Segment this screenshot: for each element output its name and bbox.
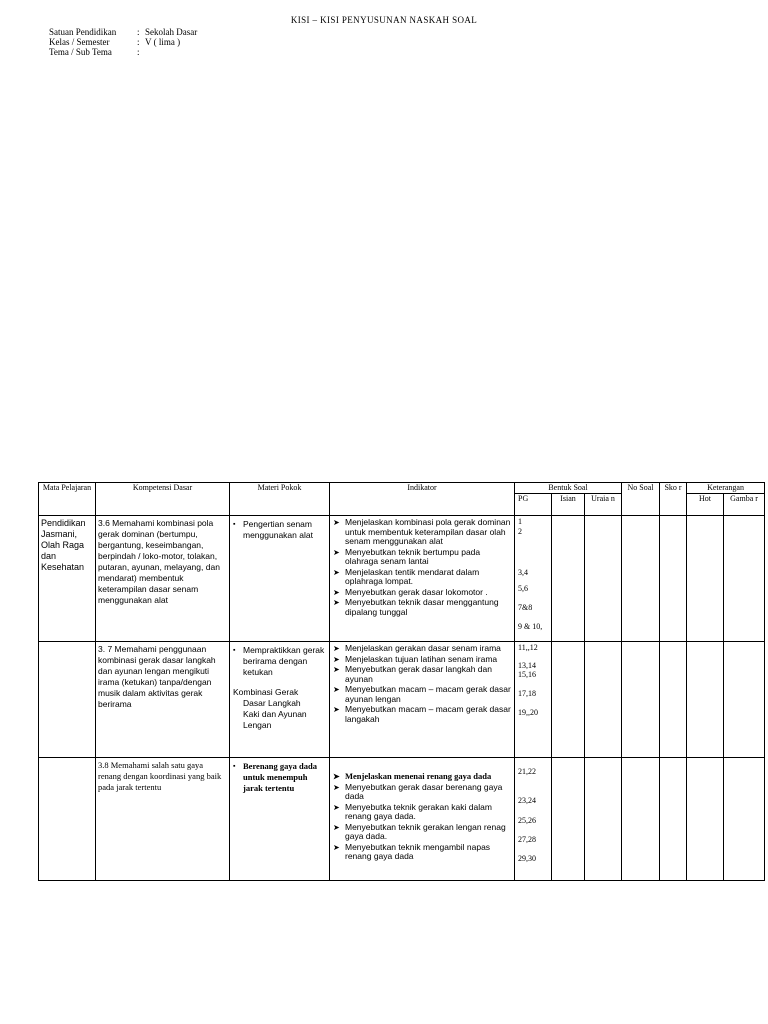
pg-number: 7&8 (518, 603, 533, 612)
arrow-bullet-icon: ➤ (333, 782, 340, 792)
cell-pg (515, 642, 552, 758)
header-bentuk-soal: Bentuk Soal (515, 483, 622, 494)
cell-skor (660, 758, 687, 881)
cell-kompetensi-dasar: 3. 7 Memahami penggunaan kombinasi gerak dasar langkah dan ayunan lengan mengikuti irama (ketukan) tanpa/dengan musik dalam aktivitas gerak berirama (96, 642, 230, 758)
list-item: ➤ Menyebutkan gerak dasar berenang gaya dada (333, 781, 503, 801)
arrow-bullet-icon: ➤ (333, 567, 340, 577)
list-item: ➤ Menyebutkan macam – macam gerak dasar langakah (333, 704, 511, 724)
pg-number: 1 (518, 517, 522, 526)
document-title: KISI – KISI PENYUSUNAN NASKAH SOAL (290, 15, 478, 25)
arrow-bullet-icon: ➤ (333, 665, 340, 674)
pg-number: 13,14 (518, 661, 536, 670)
pg-number: 25,26 (518, 816, 536, 825)
header-hot: Hot (687, 494, 724, 516)
cell-skor (660, 642, 687, 758)
list-item: ▪ Pengertian senam menggunakan alat (233, 519, 313, 540)
arrow-bullet-icon: ➤ (333, 772, 340, 781)
pg-number: 21,22 (518, 767, 536, 776)
cell-hot (687, 758, 724, 881)
pg-number: 27,28 (518, 835, 536, 844)
cell-materi-pokok (230, 516, 330, 642)
arrow-bullet-icon: ➤ (333, 654, 340, 664)
pg-number: 9 & 10, (518, 622, 543, 631)
cell-uraian (585, 516, 622, 642)
header-skor: Sko r (660, 483, 687, 516)
header-mata-pelajaran: Mata Pelajaran (39, 483, 96, 516)
arrow-bullet-icon: ➤ (333, 598, 340, 607)
arrow-bullet-icon: ➤ (333, 644, 340, 653)
arrow-bullet-icon: ➤ (333, 822, 340, 832)
list-item: ➤ Menjelaskan tentik mendarat dalam oplahraga lompat. (333, 566, 480, 586)
cell-no-soal (622, 516, 660, 642)
cell-isian (552, 642, 585, 758)
list-item: ➤ Menyebutkan teknik gerakan lengan renag gaya dada. (333, 821, 506, 841)
arrow-bullet-icon: ➤ (333, 705, 340, 714)
header-pg: PG (515, 494, 552, 516)
list-item: ▪ Mempraktikkan gerak berirama dengan ketukan (233, 645, 325, 677)
table-row (39, 758, 765, 881)
cell-pg (515, 516, 552, 642)
cell-mata-pelajaran (39, 758, 96, 881)
list-item: ➤ Menjelaskan kombinasi pola gerak dominan untuk membentuk keterampilan dasar olah senam menggunakan alat (333, 517, 511, 546)
materi-extra: Kombinasi Gerak Dasar Langkah Kaki dan Ayunan Lengan (233, 687, 307, 730)
cell-indikator (330, 516, 515, 642)
cell-isian (552, 516, 585, 642)
pg-number: 3,4 (518, 568, 528, 577)
meta-label: Kelas / Semester (49, 37, 110, 47)
cell-gambar (724, 758, 765, 881)
list-item: ➤ Menyebutka teknik gerakan kaki dalam renang gaya dada. (333, 801, 492, 821)
list-item: ▪ Berenang gaya dada untuk menempuh jarak tertentu (233, 761, 317, 793)
header-gambar: Gamba r (724, 494, 765, 516)
pg-number: 15,16 (518, 670, 536, 679)
cell-kompetensi-dasar: 3.6 Memahami kombinasi pola gerak dominan (bertumpu, bergantung, keseimbangan, berpindah / loko-motor, tolakan, putaran, ayunan, melayang, dan mendarat) membentuk keterampilan dasar senam menggunakan alat (96, 516, 230, 642)
header-no-soal: No Soal (622, 483, 660, 516)
list-item: ➤ Menjelaskan gerakan dasar senam irama (333, 643, 501, 653)
cell-indikator (330, 758, 515, 881)
cell-isian (552, 758, 585, 881)
meta-row-kelas: Kelas / Semester : V ( lima ) (49, 37, 181, 47)
cell-indikator (330, 642, 515, 758)
bullet-icon: ▪ (233, 647, 236, 654)
kisi-table (38, 482, 765, 881)
list-item: ➤ Menyebutkan gerak dasar lokomotor . (333, 586, 488, 597)
pg-number: 11,,12 (518, 643, 538, 652)
header-uraian: Uraia n (585, 494, 622, 516)
list-item: ➤ Menyebutkan teknik dasar menggantung dipalang tunggal (333, 597, 499, 617)
pg-number: 29,30 (518, 854, 536, 863)
meta-label: Tema / Sub Tema (49, 47, 112, 57)
pg-number: 19,,20 (518, 708, 538, 717)
cell-kompetensi-dasar: 3.8 Memahami salah satu gaya renang dengan koordinasi yang baik pada jarak tertentu (96, 758, 230, 881)
cell-gambar (724, 516, 765, 642)
meta-value: V ( lima ) (145, 37, 181, 47)
bullet-icon: ▪ (233, 521, 236, 528)
bullet-icon: ▪ (233, 762, 236, 770)
meta-row-tema: Tema / Sub Tema : (49, 47, 140, 57)
cell-hot (687, 516, 724, 642)
pg-number: 2 (518, 527, 522, 536)
list-item: ➤ Menyebutkan teknik mengambil napas renang gaya dada (333, 841, 491, 861)
cell-no-soal (622, 642, 660, 758)
cell-materi-pokok (230, 758, 330, 881)
arrow-bullet-icon: ➤ (333, 587, 340, 597)
cell-hot (687, 642, 724, 758)
meta-row-satuan: Satuan Pendidikan : Sekolah Dasar (49, 27, 198, 37)
header-materi-pokok: Materi Pokok (230, 483, 330, 516)
meta-label: Satuan Pendidikan (49, 27, 117, 37)
cell-gambar (724, 642, 765, 758)
arrow-bullet-icon: ➤ (333, 547, 340, 557)
header-indikator: Indikator (330, 483, 515, 516)
list-item: ➤ Menyebutkan teknik bertumpu pada olahraga senam lantai (333, 546, 481, 566)
arrow-bullet-icon: ➤ (333, 842, 340, 852)
list-item: ➤ Menyebutkan gerak dasar langkah dan ayunan (333, 664, 492, 684)
document-meta (49, 27, 197, 57)
list-item: ➤ Menjelaskan tujuan latihan senam irama (333, 653, 498, 664)
cell-uraian (585, 758, 622, 881)
meta-value: Sekolah Dasar (145, 27, 198, 37)
header-keterangan: Keterangan (687, 483, 765, 494)
cell-mata-pelajaran (39, 642, 96, 758)
header-kompetensi-dasar: Kompetensi Dasar (96, 483, 230, 516)
pg-number: 17,18 (518, 689, 536, 698)
cell-uraian (585, 642, 622, 758)
table-row (39, 516, 765, 642)
list-item: ➤ Menyebutkan macam – macam gerak dasar ayunan lengan (333, 684, 511, 704)
cell-no-soal (622, 758, 660, 881)
cell-materi-pokok (230, 642, 330, 758)
header-isian: Isian (552, 494, 585, 516)
arrow-bullet-icon: ➤ (333, 685, 340, 694)
cell-skor (660, 516, 687, 642)
arrow-bullet-icon: ➤ (333, 802, 340, 812)
cell-mata-pelajaran: Pendidikan Jasmani, Olah Raga dan Kesehatan (39, 516, 96, 642)
cell-pg (515, 758, 552, 881)
pg-number: 5,6 (518, 584, 528, 593)
list-item: ➤ Menjelaskan menenai renang gaya dada (333, 771, 492, 781)
table-row (39, 642, 765, 758)
arrow-bullet-icon: ➤ (333, 518, 340, 527)
pg-number: 23,24 (518, 796, 536, 805)
